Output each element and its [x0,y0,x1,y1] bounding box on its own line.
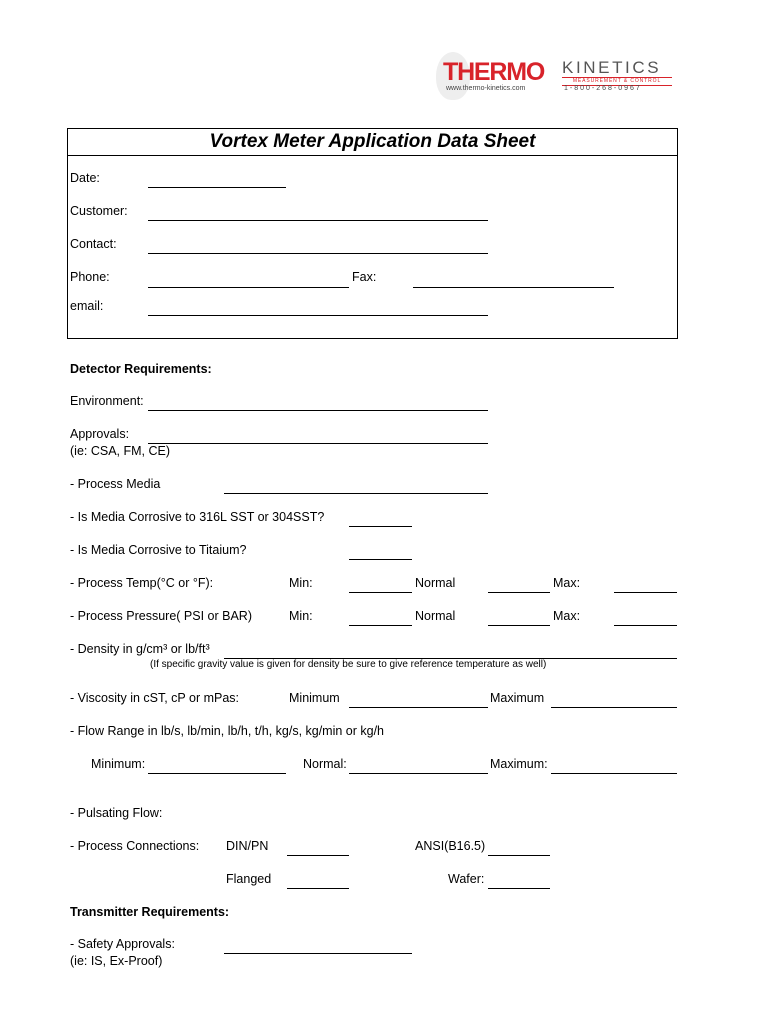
flow-normal-field[interactable] [349,773,488,774]
temp-max-field[interactable] [614,592,677,593]
email-label: email: [70,299,104,313]
wafer-label: Wafer: [448,872,485,886]
corrosive-titanium-label: - Is Media Corrosive to Titaium? [70,543,247,557]
date-field[interactable] [148,187,286,188]
corrosive-titanium-field[interactable] [349,559,412,560]
title-divider [68,155,677,156]
safety-approvals-label: - Safety Approvals: [70,937,175,951]
temp-max-label: Max: [553,576,581,590]
process-media-label: - Process Media [70,477,161,491]
ansi-label: ANSI(B16.5) [415,839,486,853]
logo-phone: 1-800-268-0967 [564,85,642,92]
process-temp-label: - Process Temp(°C or °F): [70,576,214,590]
flanged-field[interactable] [287,888,349,889]
ansi-field[interactable] [488,855,550,856]
safety-approvals-field[interactable] [224,953,412,954]
fax-label: Fax: [352,270,377,284]
viscosity-maximum-label: Maximum [490,691,545,705]
page-title: Vortex Meter Application Data Sheet [209,131,536,152]
pressure-normal-label: Normal [415,609,456,623]
pressure-min-label: Min: [289,609,313,623]
logo-brand-secondary: KINETICS [562,58,662,77]
transmitter-requirements-heading: Transmitter Requirements: [70,905,230,919]
temp-normal-label: Normal [415,576,456,590]
date-label: Date: [70,171,100,185]
corrosive-316-field[interactable] [349,526,412,527]
customer-label: Customer: [70,204,128,218]
viscosity-maximum-field[interactable] [551,707,677,708]
email-field[interactable] [148,315,488,316]
pulsating-flow-label: - Pulsating Flow: [70,806,163,820]
viscosity-minimum-field[interactable] [349,707,488,708]
company-logo [430,50,680,102]
pressure-max-field[interactable] [614,625,677,626]
flow-range-label: - Flow Range in lb/s, lb/min, lb/h, t/h, kg/s, kg/min or kg/h [70,724,385,738]
process-pressure-label: - Process Pressure( PSI or BAR) [70,609,252,623]
viscosity-label: - Viscosity in cST, cP or mPas: [70,691,240,705]
approvals-hint: (ie: CSA, FM, CE) [70,444,171,458]
viscosity-minimum-label: Minimum [289,691,340,705]
wafer-field[interactable] [488,888,550,889]
temp-min-label: Min: [289,576,313,590]
pressure-max-label: Max: [553,609,581,623]
logo-tagline: MEASUREMENT & CONTROL [572,78,662,84]
temp-normal-field[interactable] [488,592,550,593]
flow-minimum-label: Minimum: [91,757,146,771]
pressure-normal-field[interactable] [488,625,550,626]
approvals-field[interactable] [148,443,488,444]
temp-min-field[interactable] [349,592,412,593]
contact-label: Contact: [70,237,117,251]
flow-maximum-field[interactable] [551,773,677,774]
flanged-label: Flanged [226,872,272,886]
logo-website: www.thermo-kinetics.com [446,85,526,92]
density-note: (If specific gravity value is given for density be sure to give reference temperature as well) [150,659,547,670]
contact-info-box [67,128,678,339]
environment-field[interactable] [148,410,488,411]
din-pn-label: DIN/PN [226,839,269,853]
contact-field[interactable] [148,253,488,254]
approvals-label: Approvals: [70,427,130,441]
process-connections-label: - Process Connections: [70,839,200,853]
corrosive-316-label: - Is Media Corrosive to 316L SST or 304SST? [70,510,325,524]
phone-field[interactable] [148,287,349,288]
customer-field[interactable] [148,220,488,221]
environment-label: Environment: [70,394,144,408]
fax-field[interactable] [413,287,614,288]
process-media-field[interactable] [224,493,488,494]
flow-normal-label: Normal: [303,757,347,771]
flow-maximum-label: Maximum: [490,757,548,771]
safety-approvals-hint: (ie: IS, Ex-Proof) [70,954,163,968]
logo-brand-primary: THERMO [443,58,545,86]
din-pn-field[interactable] [287,855,349,856]
flow-minimum-field[interactable] [148,773,286,774]
density-label: - Density in g/cm³ or lb/ft³ [70,642,210,656]
detector-requirements-heading: Detector Requirements: [70,362,212,376]
phone-label: Phone: [70,270,110,284]
pressure-min-field[interactable] [349,625,412,626]
